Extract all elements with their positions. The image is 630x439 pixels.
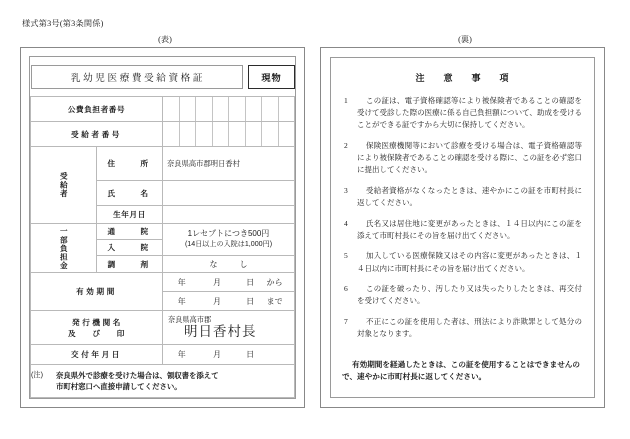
address-field[interactable] — [163, 147, 295, 181]
issue-date-day: 日 — [246, 350, 255, 359]
recipient-number-cells — [163, 122, 294, 146]
front-card-table — [30, 57, 295, 398]
notices-list — [342, 95, 582, 349]
recipient-number-row — [31, 122, 295, 147]
notice-text: 加入している医療保険又はその内容に変更があったときは、１４日以内に市町村長にその旨を届け出てください。 — [357, 251, 582, 273]
issuer-prefecture: 奈良県高市郡 — [168, 314, 212, 324]
inpatient-label: 入 院 — [97, 240, 163, 256]
birthdate-label: 生年月日 — [97, 206, 163, 224]
title-cell — [31, 57, 295, 97]
footnote-row — [31, 365, 295, 398]
notice-number: 6 — [344, 284, 348, 294]
valid-to-month: 月 — [212, 296, 221, 306]
birthdate-value — [163, 214, 294, 216]
valid-to-field[interactable] — [163, 292, 295, 311]
notice-item — [342, 218, 582, 242]
valid-from-field[interactable] — [163, 273, 295, 292]
issuer-label-line2: 及 び 印 — [68, 328, 125, 338]
issue-date-year: 年 — [177, 350, 186, 359]
certificate-title: 乳幼児医療費受給資格証 — [31, 65, 243, 89]
issuer-label-line1: 発行機関名 — [72, 317, 123, 327]
copay-sub-text: (14日以上の入院は1,000円) — [184, 240, 273, 249]
notice-text: 受給者資格がなくなったときは、速やかにこの証を市町村長に返してください。 — [357, 185, 582, 207]
issuer-value-cell — [163, 311, 295, 345]
copay-group-label-cell — [31, 224, 97, 273]
notice-item — [342, 140, 582, 176]
footnote-marker: (注) — [31, 369, 43, 379]
notice-item — [342, 185, 582, 209]
back-side-caption: (裏) — [458, 35, 472, 44]
issuer-row — [31, 311, 295, 345]
notice-number: 4 — [344, 218, 348, 228]
name-value — [163, 192, 294, 194]
notice-item — [342, 250, 582, 274]
valid-to-day: 日 — [246, 296, 255, 306]
issue-date-month: 月 — [212, 350, 221, 359]
recipient-number-field[interactable] — [163, 122, 295, 147]
notices-title: 注 意 事 項 — [415, 73, 514, 83]
birthdate-field[interactable] — [163, 206, 295, 224]
notice-text: この証を破ったり、汚したり又は失ったりしたときは、再交付を受けてください。 — [357, 284, 582, 306]
outpatient-row — [31, 224, 295, 240]
notice-item — [342, 283, 582, 307]
notice-text: 保険医療機関等において診療を受ける場合は、電子資格確認等により被保険者であることの確認を受ける際に、この証を必ず窓口に提出してください。 — [357, 140, 582, 175]
notice-number: 7 — [344, 316, 348, 326]
dispensing-label: 調 剤 — [97, 256, 163, 273]
notice-number: 1 — [344, 96, 348, 105]
notice-item — [342, 95, 582, 131]
front-side-caption: (表) — [158, 35, 172, 44]
address-label: 住 所 — [97, 147, 163, 181]
notice-text: 氏名又は居住地に変更があったときは、１４日以内にこの証を添えて市町村長にその旨を届け出てください。 — [357, 218, 582, 240]
address-row — [31, 147, 295, 181]
recipient-group-label: 受給者 — [59, 172, 69, 198]
name-field[interactable] — [163, 181, 295, 206]
outpatient-label: 通 院 — [97, 224, 163, 240]
dispensing-value: な し — [209, 259, 255, 269]
valid-from-year: 年 — [177, 277, 186, 287]
valid-from-suffix: から — [266, 277, 283, 287]
issue-date-field[interactable] — [163, 345, 295, 365]
valid-to-suffix: まで — [266, 296, 283, 306]
back-card-inner-frame — [330, 57, 595, 398]
notice-text: この証は、電子資格確認等により被保険者であることの確認を受けて受診した際の医療に係る自己負担額について、助成を受けることができる証ですから大切に保持してください。 — [357, 96, 582, 130]
address-value: 奈良県高市郡明日香村 — [167, 159, 240, 169]
dispensing-value-cell — [163, 256, 295, 273]
valid-to-year: 年 — [177, 296, 186, 306]
front-card-inner-frame — [29, 56, 296, 399]
copay-amount-cell — [163, 224, 295, 256]
recipient-group-label-cell — [31, 147, 97, 224]
issuer-label-cell — [31, 311, 163, 345]
public-payer-number-row — [31, 97, 295, 122]
footnote-line-1: 奈良県外で診療を受けた場合は、領収書を添えて — [55, 370, 219, 380]
notices-footer: 有効期間を経過したときは、この証を使用することはできませんので、速やかに市町村長に返してください。 — [342, 359, 580, 382]
notice-number: 3 — [344, 185, 348, 195]
public-payer-number-label: 公費負担者番号 — [31, 97, 163, 122]
title-row — [31, 57, 295, 97]
back-card-outer-frame — [320, 47, 605, 408]
form-number: 様式第3号(第3条関係) — [22, 19, 104, 28]
valid-period-label: 有効期間 — [31, 273, 163, 311]
public-payer-number-field[interactable] — [163, 97, 295, 122]
valid-from-day: 日 — [246, 277, 255, 287]
front-card-outer-frame — [20, 47, 305, 408]
notice-number: 5 — [344, 251, 348, 261]
footnote-cell — [31, 365, 295, 398]
notice-number: 2 — [344, 140, 348, 150]
notice-text: 不正にこの証を使用した者は、刑法により詐欺罪として処分の対象となります。 — [357, 316, 582, 339]
notice-item — [342, 316, 582, 340]
recipient-number-label: 受給者番号 — [31, 122, 163, 147]
valid-from-row — [31, 273, 295, 292]
name-label: 氏 名 — [97, 181, 163, 206]
issuer-name: 明日香村長 — [184, 324, 257, 340]
footnote-line-2: 市町村窓口へ直接申請してください。 — [55, 382, 182, 391]
benefit-type-badge: 現物 — [248, 65, 295, 89]
public-payer-number-cells — [163, 97, 294, 121]
valid-from-month: 月 — [212, 277, 221, 287]
copay-group-label: 一部負担金 — [59, 226, 69, 270]
copay-main-text: 1レセプトにつき500円 — [187, 229, 270, 239]
issue-date-row — [31, 345, 295, 365]
issue-date-label: 交付年月日 — [31, 345, 163, 365]
